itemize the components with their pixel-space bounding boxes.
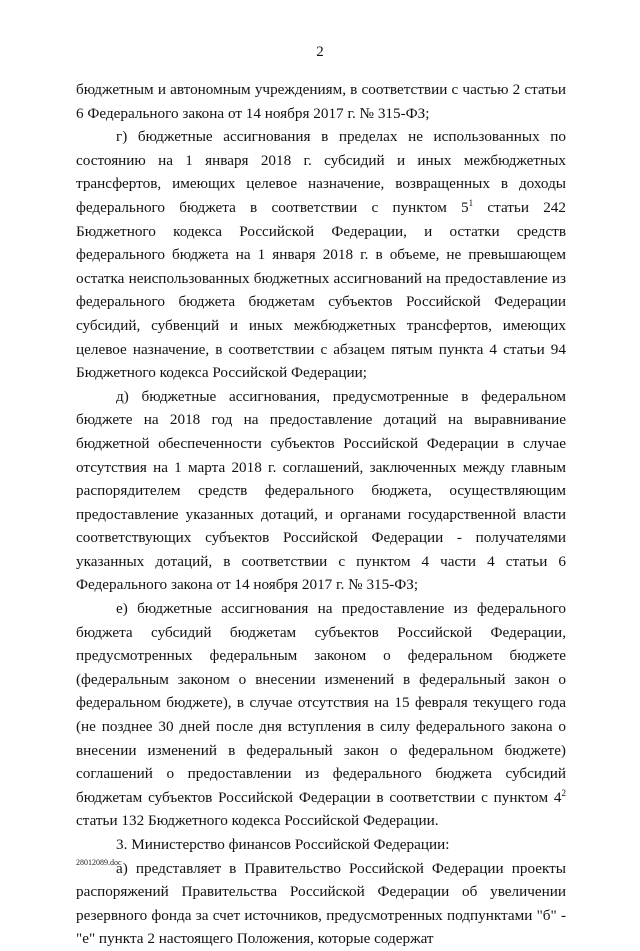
paragraph-item-d xyxy=(76,385,566,597)
paragraph-item-e xyxy=(76,597,566,833)
paragraph-section-3 xyxy=(76,833,566,857)
text-span: статьи 242 Бюджетного кодекса Российской Федерации, и остатки средств федерального бюджета на 1 января 2018 г. в объеме, не превышающем остатка неиспользованных бюджетных ассигнований на предоставление из федерального бюджета бюджетам субъектов Российской Федерации субсидий, субвенций и иных межбюджетных трансфертов, имеющих целевое назначение, в соответствии с абзацем пятым пункта 4 статьи 94 Бюджетного кодекса Российской Федерации; xyxy=(76,198,566,382)
text-span: д) бюджетные ассигнования, предусмотренные в федеральном бюджете на 2018 год на предоставление дотаций на выравнивание бюджетной обеспеченности субъектов Российской Федерации в случае отсутствия на 1 марта 2018 г. соглашений, заключенных между главным распорядителем средств федерального бюджета, осуществляющим предоставление указанных дотаций, и органами государственной власти соответствующих субъектов Российской Федерации - получателями указанных дотаций, в соответствии с пунктом 4 части 4 статьи 6 Федерального закона от 14 ноября 2017 г. № 315-ФЗ; xyxy=(76,387,566,594)
body-text xyxy=(76,78,566,951)
text-span: 3. Министерство финансов Российской Федерации: xyxy=(116,836,450,853)
paragraph-item-g xyxy=(76,125,566,385)
text-span: е) бюджетные ассигнования на предоставление из федерального бюджета субсидий бюджетам субъектов Российской Федерации, предусмотренных федеральным законом о федеральном бюджете (федеральным законом о внесении изменений в федеральный закон о федеральном бюджете), в случае отсутствия на 15 февраля текущего года (не позднее 30 дней после дня вступления в силу федерального закона о внесении изменений в федеральный закон о федеральном бюджете) соглашений о предоставлении из федерального бюджета субсидий бюджетам субъектов Российской Федерации в соответствии с пунктом 4 xyxy=(76,600,566,806)
superscript: 2 xyxy=(561,787,566,798)
text-span: а) представляет в Правительство Российской Федерации проекты распоряжений Правительства Российской Федерации об увеличении резервного фонда за счет источников, предусмотренных подпунктами "б" - "е" пункта 2 настоящего Положения, которые содержат xyxy=(76,859,566,948)
superscript: 1 xyxy=(468,197,474,208)
text-span: г) бюджетные ассигнования в пределах не использованных по состоянию на 1 января 2018 г. субсидий и иных межбюджетных трансфертов, имеющих целевое назначение, возвращенных в доходы федерального бюджета в соответствии с пунктом 5 xyxy=(76,128,566,216)
text-span: бюджетным и автономным учреждениям, в соответствии с частью 2 статьи 6 Федерального закона от 14 ноября 2017 г. № 315-ФЗ; xyxy=(76,81,566,122)
page-number: 2 xyxy=(316,44,324,60)
paragraph-item-a xyxy=(76,857,566,951)
text-span: статьи 132 Бюджетного кодекса Российской Федерации. xyxy=(76,812,439,830)
footer-filename: 28012089.doc xyxy=(76,858,122,867)
paragraph-continuation xyxy=(76,78,566,125)
